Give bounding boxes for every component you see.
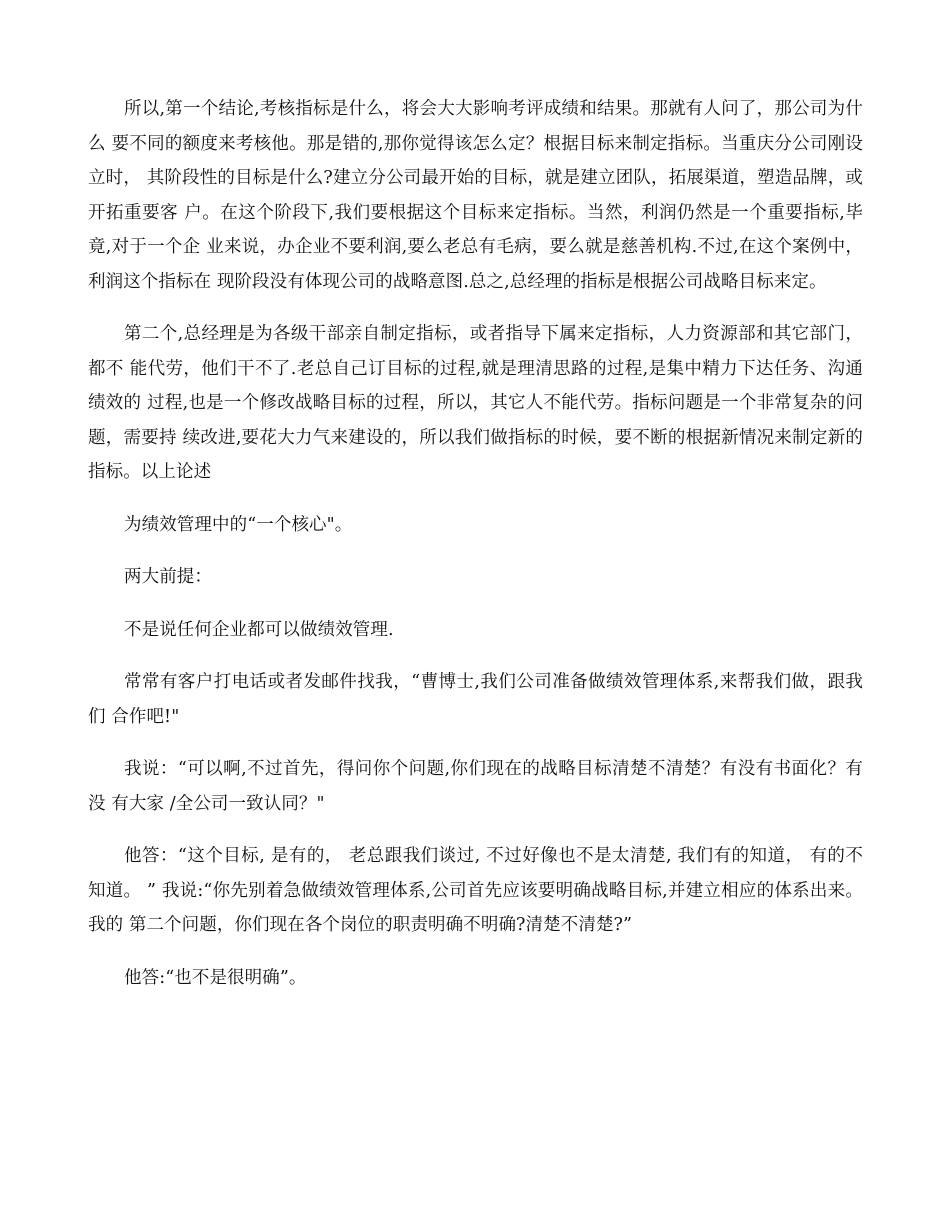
paragraph-my-question: 我说：“可以啊,不过首先，得问你个问题,你们现在的战略目标清楚不清楚？有没有书面化？有没 有大家 /全公司一致认同？"	[88, 759, 863, 814]
paragraph-dialogue: 他答：“这个目标, 是有的， 老总跟我们谈过, 不过好像也不是太清楚, 我们有的知道， 有的不知道。 ” 我说:“你先别着急做绩效管理体系,公司首先应该要明确战略目标,并建立相应的体系出来。我的 第二个问题，你们现在各个岗位的职责明确不明确?清楚不清楚?”	[88, 846, 863, 935]
paragraph-client-request: 常常有客户打电话或者发邮件找我，“曹博士,我们公司准备做绩效管理体系,来帮我们做，跟我们 合作吧!"	[88, 672, 863, 727]
section-heading-two-premises: 两大前提：	[124, 567, 212, 587]
paragraph-conclusion-one: 所以,第一个结论,考核指标是什么，将会大大影响考评成绩和结果。那就有人问了，那公司为什么 要不同的额度来考核他。那是错的,那你觉得该怎么定？根据目标来制定指标。当重庆分公司刚设立时， 其阶段性的目标是什么?建立分公司最开始的目标，就是建立团队，拓展渠道，塑造品牌，或开拓重要客 户。在这个阶段下,我们要根据这个目标来定指标。当然，利润仍然是一个重要指标,毕竟,对于一个企 业来说，办企业不要利润,要么老总有毛病，要么就是慈善机构.不过,在这个案例中，利润这个指标在 现阶段没有体现公司的战略意图.总之,总经理的指标是根据公司战略目标来定。	[88, 99, 863, 292]
paragraph-core-summary: 为绩效管理中的“一个核心"。	[124, 514, 353, 535]
document-body	[88, 92, 863, 1013]
paragraph-premise-statement: 不是说任何企业都可以做绩效管理.	[124, 619, 394, 640]
paragraph-conclusion-two: 第二个,总经理是为各级干部亲自制定指标，或者指导下属来定指标，人力资源部和其它部门，都不 能代劳，他们干不了.老总自己订目标的过程,就是理清思路的过程,是集中精力下达任务、沟通绩效的 过程,也是一个修改战略目标的过程，所以，其它人不能代劳。指标问题是一个非常复杂的问题，需要持 续改进,要花大力气来建设的，所以我们做指标的时候，要不断的根据新情况来制定新的指标。以上论述	[88, 324, 863, 482]
paragraph-final-answer: 他答:“也不是很明确”。	[124, 967, 307, 988]
